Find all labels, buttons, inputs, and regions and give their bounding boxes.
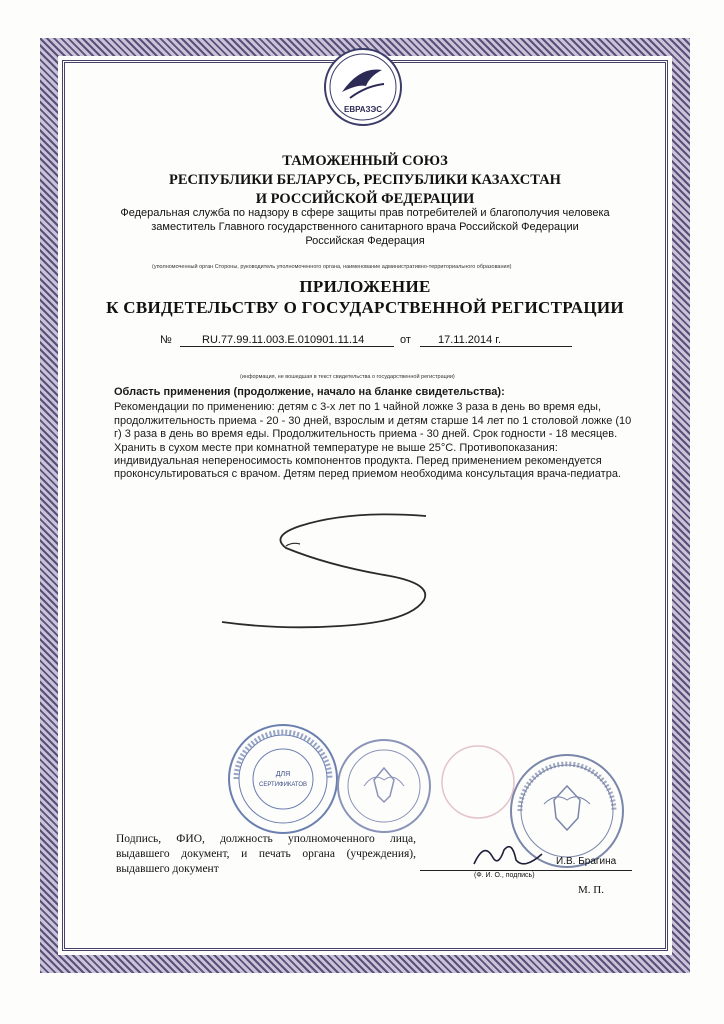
agency-line-3: Российская Федерация (305, 235, 425, 247)
emblem-label: ЕВРАЗЭС (343, 105, 383, 114)
coat-of-arms-stamp (334, 736, 434, 836)
header-line-1: ТАМОЖЕННЫЙ СОЮЗ (282, 153, 448, 169)
registration-number: RU.77.99.11.003.E.010901.11.14 (180, 334, 394, 347)
union-header (100, 152, 630, 209)
title-line-2: К СВИДЕТЕЛЬСТВУ О ГОСУДАРСТВЕННОЙ РЕГИСТРАЦИИ (106, 298, 624, 317)
handwritten-signature (200, 500, 460, 640)
header-line-2: РЕСПУБЛИКИ БЕЛАРУСЬ, РЕСПУБЛИКИ КАЗАХСТАН (169, 172, 561, 188)
agency-line-2: заместитель Главного государственного санитарного врача Российской Федерации (151, 221, 579, 233)
eurasec-emblem-icon (322, 46, 404, 128)
registration-row (160, 334, 580, 352)
recommendations-text: Рекомендации по применению: детям с 3-х лет по 1 чайной ложке 3 раза в день во время еды, продолжительность приема - 20 - 30 дней, взрослым и детям старше 14 лет по 1 столовой ложке (10 г) 3 раза в день во время еды. Продолжительность приема - 30 дней. Срок годности - 18 месяцев. Хранить в сухом месте при комнатной температуре не выше 25°С. Противопоказания: индивидуальная непереносимость компонентов продукта. Перед применением рекомендуется проконсультироваться с врачом. Детям перед приемом необходима консультация врача-педиатра. (114, 401, 632, 481)
agency-block (100, 206, 630, 248)
signer-name: И.В. Брагина (556, 856, 617, 867)
header-line-3: И РОССИЙСКОЙ ФЕДЕРАЦИИ (255, 191, 475, 207)
certification-stamp (226, 722, 340, 836)
official-signature (468, 834, 548, 874)
document-title (100, 276, 630, 318)
signature-caption: Подпись, ФИО, должность уполномоченного лица, выдавшего документ, и печать органа (учреждения), выдавшего документ (116, 833, 416, 875)
fio-caption: (Ф. И. О., подпись) (474, 872, 535, 879)
registration-date: 17.11.2014 г. (420, 334, 572, 347)
application-area-heading: Область применения (продолжение, начало на бланке свидетельства): (114, 386, 505, 398)
application-area-text (114, 386, 634, 482)
info-caption: (информация, не вошедшая в текст свидетельства о государственной регистрации) (240, 374, 455, 380)
date-label: от (400, 334, 411, 346)
svg-text:СЕРТИФИКАТОВ: СЕРТИФИКАТОВ (258, 782, 308, 788)
number-label: № (160, 334, 172, 346)
stamp-place-label: М. П. (578, 884, 604, 896)
signature-line (420, 870, 632, 871)
svg-text:ДЛЯ: ДЛЯ (275, 771, 291, 778)
agency-line-1: Федеральная служба по надзору в сфере защиты прав потребителей и благополучия человека (120, 207, 610, 219)
agency-caption: (уполномоченный орган Стороны, руководитель уполномоченного органа, наименование административно-территориального образования) (152, 264, 512, 270)
title-line-1: ПРИЛОЖЕНИЕ (299, 277, 431, 296)
faint-stamp (438, 742, 518, 822)
